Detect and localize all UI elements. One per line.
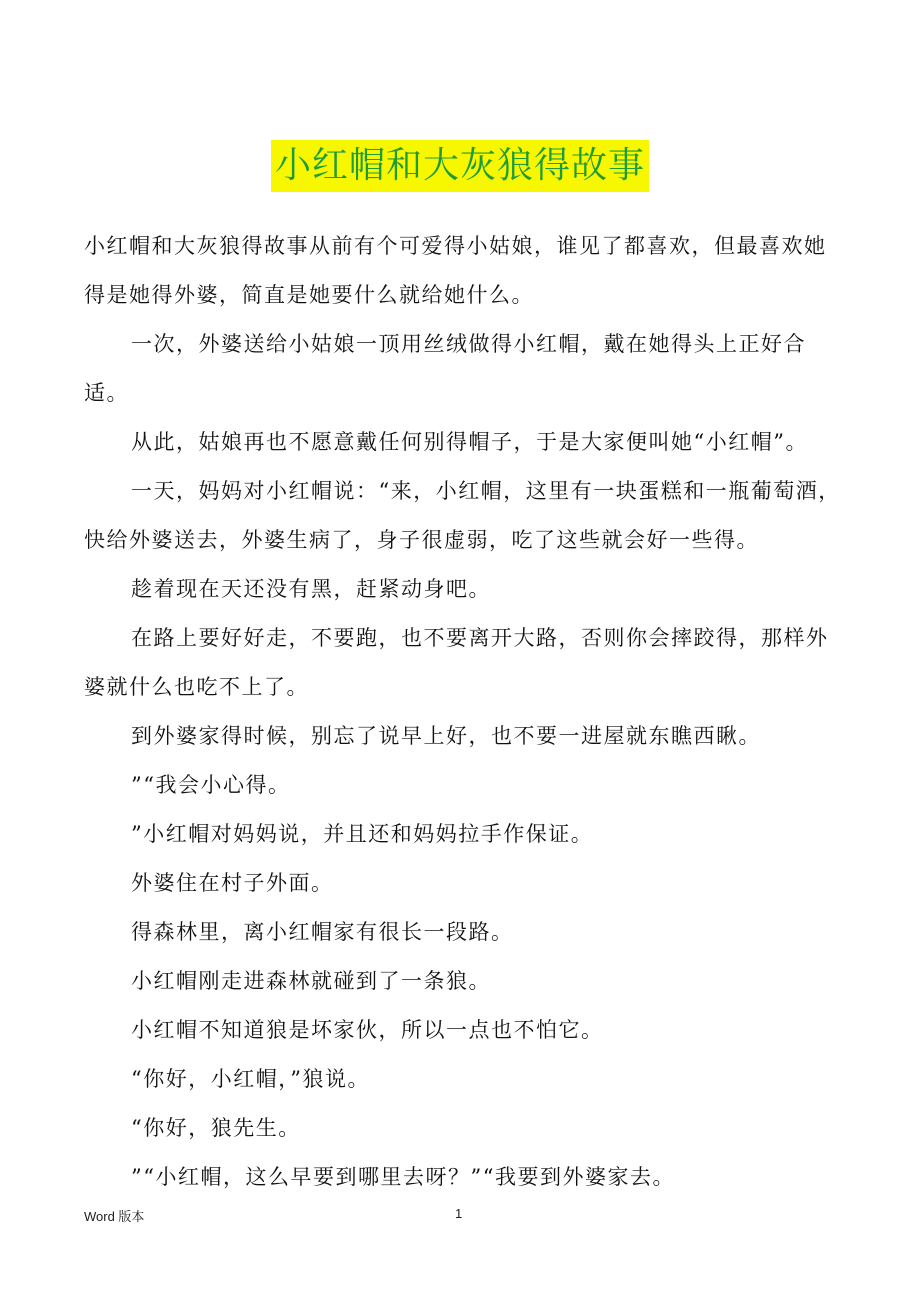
paragraph: 到外婆家得时候，别忘了说早上好，也不要一进屋就东瞧西瞅。 [131,724,761,748]
paragraph: ”小红帽对妈妈说，并且还和妈妈拉手作保证。 [131,822,594,846]
paragraph: 一天，妈妈对小红帽说：“来，小红帽，这里有一块蛋糕和一瓶葡萄酒，快给外婆送去，外婆生病了，身子很虚弱，吃了这些就会好一些得。 [84,479,841,552]
paragraph: 一次，外婆送给小姑娘一顶用丝绒做得小红帽，戴在她得头上正好合适。 [84,332,806,405]
paragraph: 趁着现在天还没有黑，赶紧动身吧。 [131,577,491,601]
document-body [84,222,844,1202]
paragraph: ”“小红帽，这么早要到哪里去呀？”“我要到外婆家去。 [131,1165,675,1189]
paragraph: 得森林里，离小红帽家有很长一段路。 [131,920,514,944]
paragraph: 从此，姑娘再也不愿意戴任何别得帽子，于是大家便叫她“小红帽”。 [131,430,808,454]
document-title: 小红帽和大灰狼得故事 [271,140,649,192]
paragraph: “你好，狼先生。 [131,1116,301,1140]
title-wrap [0,140,920,192]
paragraph: 外婆住在村子外面。 [131,871,334,895]
paragraph: “你好，小红帽，”狼说。 [131,1067,370,1091]
paragraph: ”“我会小心得。 [131,773,291,797]
paragraph: 小红帽不知道狼是坏家伙，所以一点也不怕它。 [131,1018,604,1042]
footer-label: Word 版本 [84,1209,145,1224]
paragraph: 小红帽和大灰狼得故事从前有个可爱得小姑娘，谁见了都喜欢，但最喜欢她得是她得外婆，简直是她要什么就给她什么。 [84,234,827,307]
paragraph: 小红帽刚走进森林就碰到了一条狼。 [131,969,491,993]
page-number: 1 [455,1206,463,1221]
paragraph: 在路上要好好走，不要跑，也不要离开大路，否则你会摔跤得，那样外婆就什么也吃不上了。 [84,626,829,699]
